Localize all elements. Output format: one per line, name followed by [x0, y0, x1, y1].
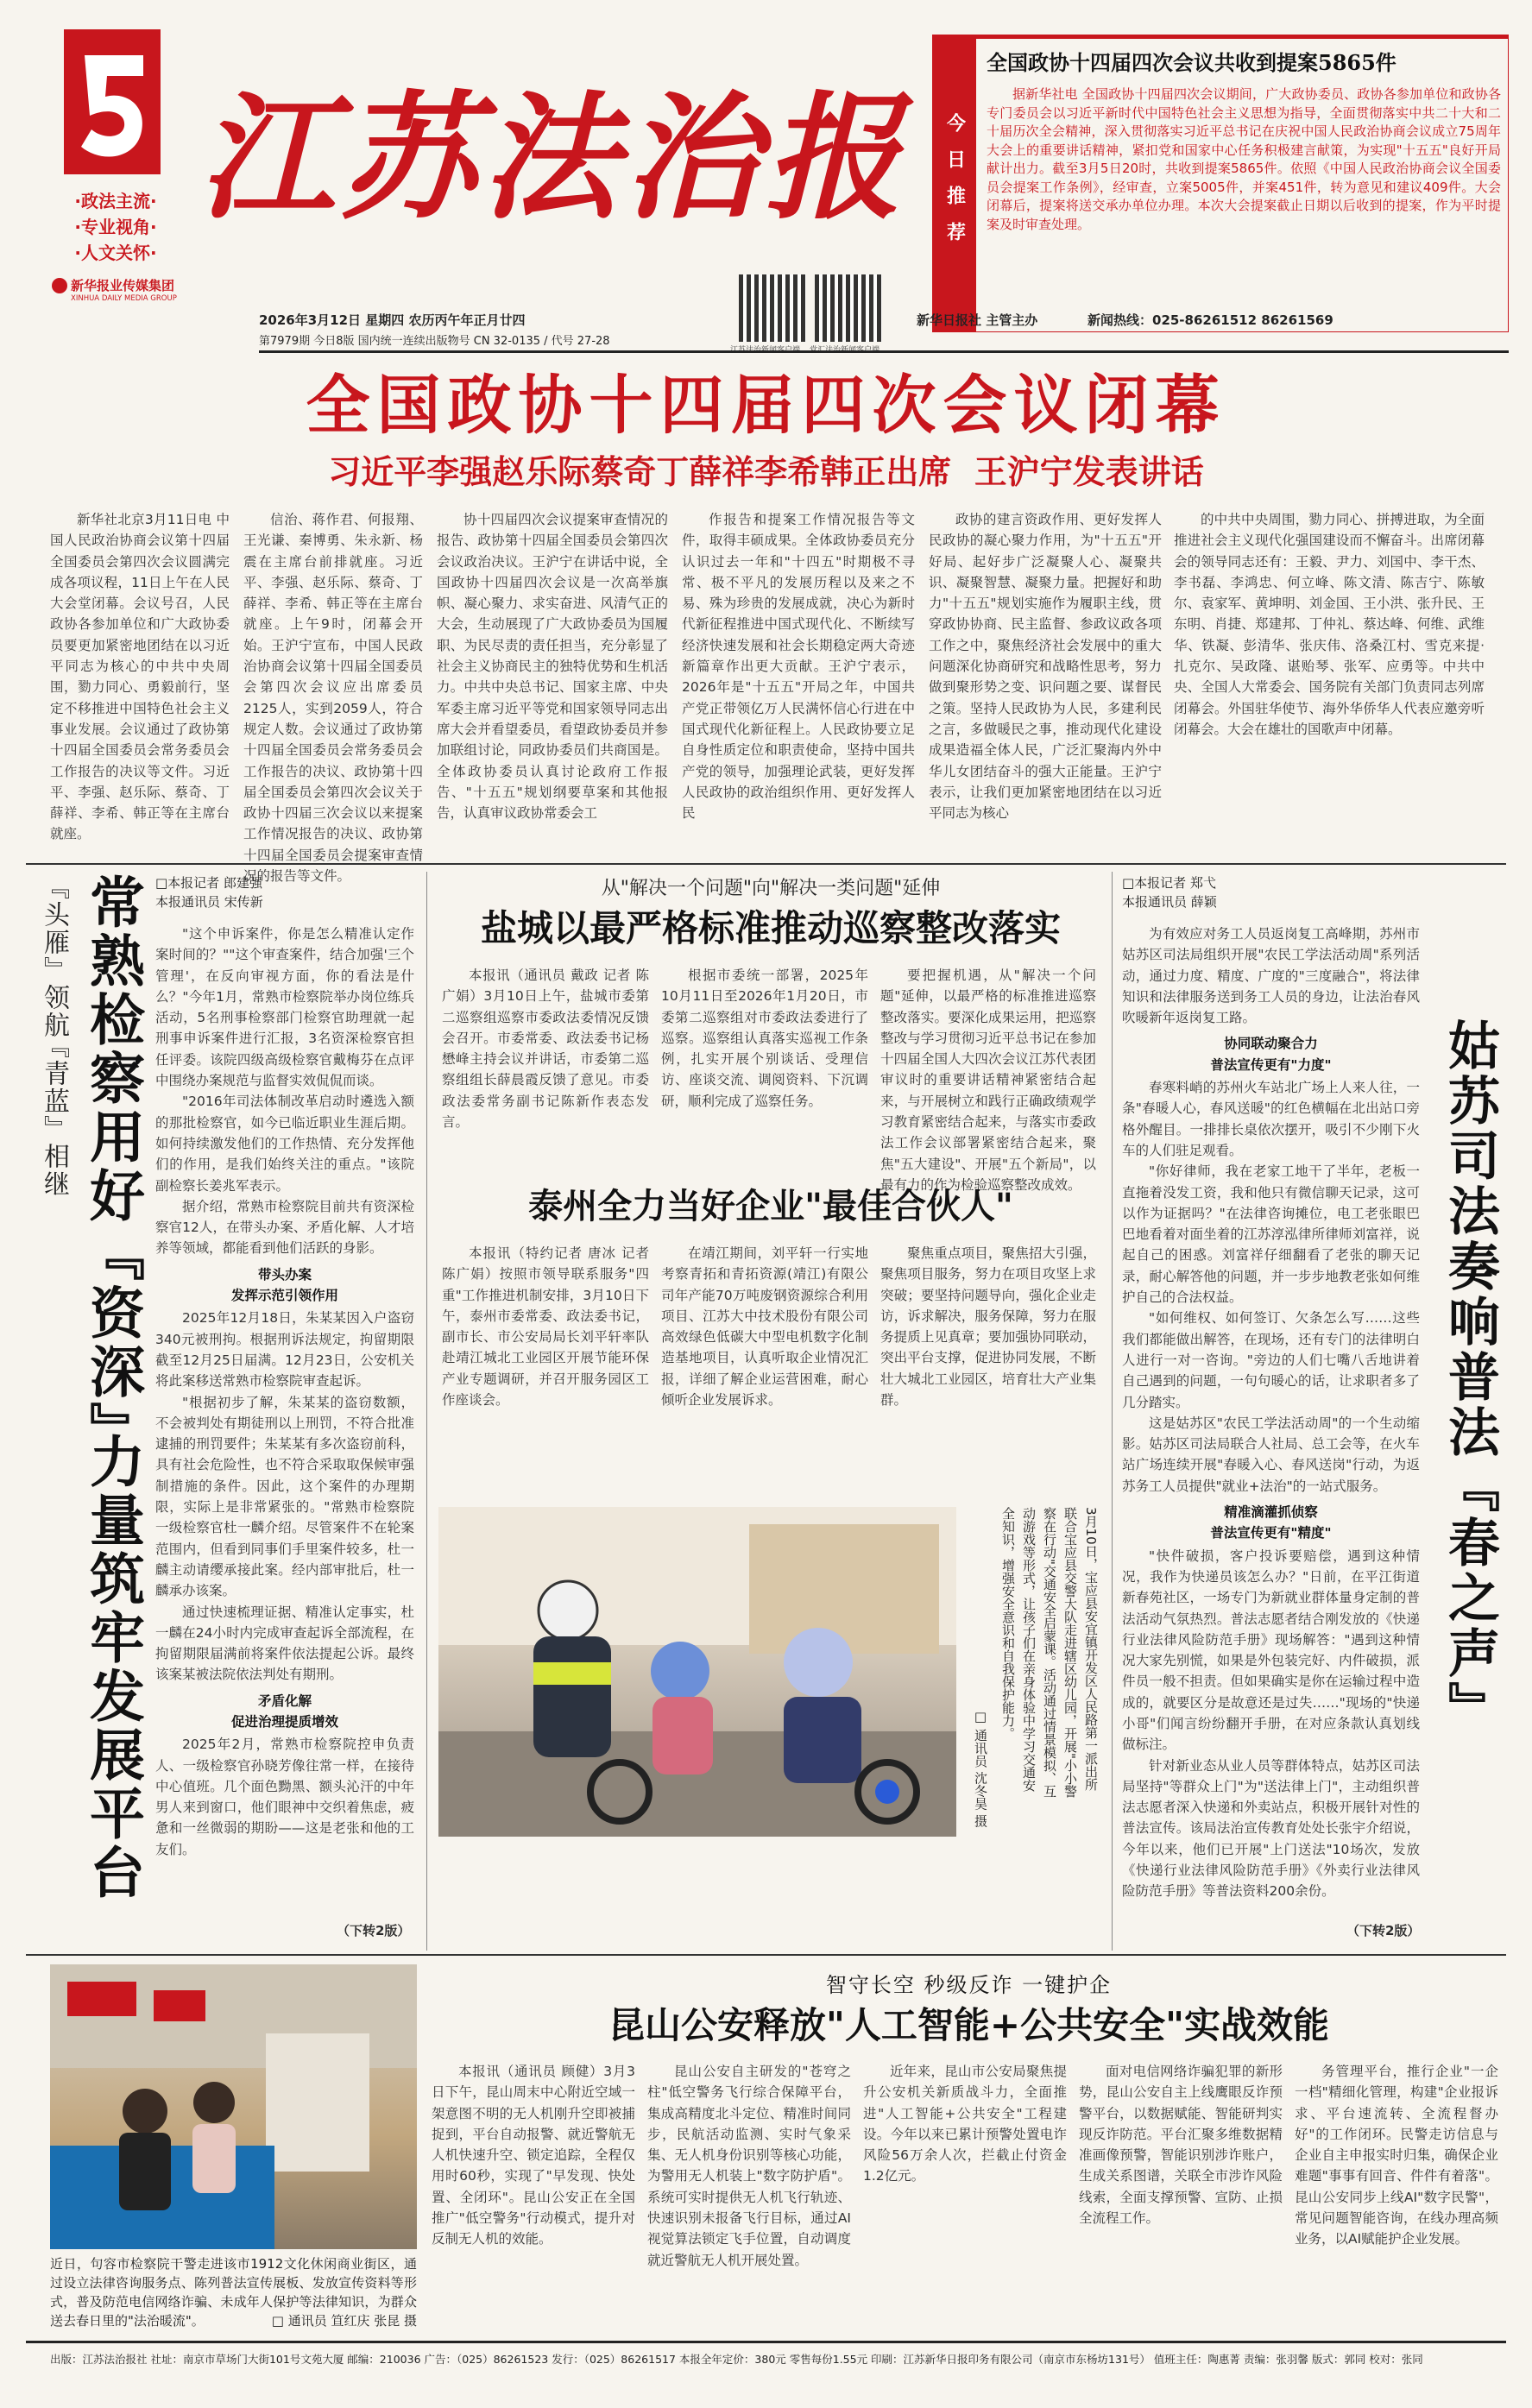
center1-col-1: 本报讯（通讯员 戴政 记者 陈广娟）3月10日上午，盐城市委第二巡察组巡察市委政法委情况反馈会召开。市委常委、政法委书记杨懋峰主持会议并讲话，市委第二巡察组组长薛晨霞反馈了意见。市委政法委常务副书记陈新作表态发言。 [442, 968, 649, 1131]
bottom-col-1: 本报讯（通讯员 顾健）3月3日下午，昆山周末中心附近空域一架意图不明的无人机刚升空即被捕捉到，平台自动报警、就近警航无人机快速升空、锁定追踪，全程仅用时60秒，实现了"早发现、快处置、全闭环"。昆山公安正在全国推广"低空警务"行动模式，提升对反制无人机的效能。 [432, 2064, 635, 2247]
masthead-divider [259, 350, 1509, 353]
bottom-photo-credit: □ 通讯员 笪红庆 张昆 摄 [271, 2313, 417, 2329]
photo-credit: □ 通讯员 沈冬昊 摄 [973, 1709, 988, 1828]
center2-col-2: 在靖江期间，刘平轩一行实地考察青拓和青拓资源(靖江)有限公司年产能70万吨废钢资源综合利用项目、江苏大中技术股份有限公司高效绿色低碳大中型电机数字化制造基地项目，认真听取企业情况汇报，详细了解企业运营困难，耐心倾听企业发展诉求。 [661, 1245, 868, 1409]
photo-caption: 3月10日，宝应县安宜镇开发区人民路第一派出所联合宝应县交警大队走进辖区幼儿园，开展"小小警察在行动"交通安全启蒙课。活动通过情景模拟、互动游戏等形式，让孩子们在亲身体验中学习交通安全知识，增强安全意识和自我保护能力。 [1000, 1507, 1099, 1798]
center1-headline: 盐城以最严格标准推动巡察整改落实 [480, 907, 1061, 949]
group-name: 新华报业传媒集团 [71, 278, 175, 293]
kids-photo-illustration [438, 1507, 956, 1837]
main-col-3: 协十四届四次会议提案审查情况的报告、政协第十四届全国委员会第四次会议政治决议。王沪宁在讲话中说，全国政协十四届四次会议是一次高举旗帜、凝心聚力、求实奋进、风清气正的大会，生动展现了广大政协委员为国履职、为民尽责的责任担当，充分彰显了社会主义协商民主的独特优势和生机活力。中共中央总书记、国家主席、中央军委主席习近平等党和国家领导同志出席大会并看望委员，看望政协委员并参加联组讨论，同政协委员们共商国是。全体政协委员认真讨论政府工作报告、"十五五"规划纲要草案和其他报告，认真审议政协常委会工 [437, 512, 668, 822]
slogan-2: ·专业视角· [74, 217, 157, 237]
date-line: 2026年3月12日 星期四 农历丙午年正月廿四 [259, 312, 526, 328]
left-sub-1: 带头办案 发挥示范引领作用 [230, 1266, 338, 1304]
qr-caption-2 [810, 344, 879, 355]
group-emblem-icon [52, 278, 67, 293]
bottom-col-5: 务管理平台，推行企业"一企一档"精细化管理，构建"企业报诉求、平台速流转、全流程督办好"的工作闭环。民警走访信息与企业自主申报实时归集，确保企业难题"事事有回音、件件有着落"。昆山公安同步上线AI"数字民警"，常见问题智能咨询，在线办理高频业务，以AI赋能护企业发展。 [1295, 2064, 1498, 2247]
masthead [52, 29, 949, 314]
group-logo [52, 276, 190, 303]
main-col-6: 的中共中央周围，勠力同心、拼搏进取，为全面推进社会主义现代化强国建设而不懈奋斗。出席闭幕会的领导同志还有：王毅、尹力、刘国中、李干杰、李书磊、李鸿忠、何立峰、陈文清、陈吉宁、陈敏尔、袁家军、黄坤明、刘金国、王小洪、张升民、王东明、肖捷、郑建邦、丁仲礼、蔡达峰、何维、武维华、铁凝、彭清华、张庆伟、洛桑江村、雪克来提·扎克尔、吴政隆、谌贻琴、张军、应勇等。中共中央、全国人大常委会、国务院有关部门负责同志列席闭幕会。外国驻华使节、海外华侨华人代表应邀旁听闭幕会。大会在雄壮的国歌声中闭幕。 [1174, 512, 1485, 737]
right-continued: （下转2版） [1346, 1923, 1421, 1938]
left-headline-a: 常熟检察用好『资深』 [80, 873, 145, 1460]
left-body: "这个申诉案件，你是怎么精准认定作案时间的？""这个审查案件，结合加强'三个管理'，在反向审视方面，你的看法是什么？"今年1月，常熟市检察院举办岗位练兵活动，5名刑事检察部门检察官助理就一起刑事申诉案件进行汇报，3名资深检察官担任评委。该院四级高级检察官戴梅芬在点评中围绕办案规范与监督实效侃侃而谈。 "2016年司法体制改革启动时遴选入额的那批检察官，如今已临近职业生涯后期。如何持续激发他们的工作热情、充分发挥他们的作用，是我们始终关注的重点。"该院副检察长姜兆军表示。 据介绍，常熟市检察院目前共有资深检察官12人，在带头办案、矛盾化解、人才培养等领域，都能看到他们活跃的身影。 带头办案 发挥示范引领作用 2025年12月18日，朱某某因入户盗窃340元被刑拘。根据刑诉法规定，拘留期限截至12月25日届满。12月23日，公安机关将此案移送常熟市检察院审查起诉。 "根据初步了解，朱某某的盗窃数额，不会被判处有期徒刑以上刑罚，不符合批准逮捕的刑罚要件；朱某某有多次盗窃前科，具有社会危险性，也不符合采取取保候审强制措施的条件。因此，这个案件的办理期限，实际上是非常紧张的。"常熟市检察院一级检察官杜一麟介绍。尽管案件不在轮案范围内，但看到同事们手里案件较多，杜一麟主动请缨承接此案。经内部审批后，杜一麟承办该案。 通过快速梳理证据、精准认定事实，杜一麟在24小时内完成审查起诉全部流程，在拘留期限届满前将案件依法提起公诉。最终该案某被法院依法判处有期刑。 矛盾化解 促进治理提质增效 2025年2月，常熟市检察院控申负责人、一级检察官孙晓芳像往常一样，在接待中心值班。几个面色黝黑、额头沁汗的中年男人来到窗口，他们眼神中交织着焦虑，疲惫和一丝微弱的期盼——这是老张和他的工友们。 [155, 926, 414, 1857]
issue-line: 第7979期 今日8版 国内统一连续出版物号 CN 32-0135 / 代号 27-28 [259, 335, 610, 348]
main-col-1: 新华社北京3月11日电 中国人民政治协商会议第十四届全国委员会第四次会议圆满完成各项议程，11日上午在人民大会堂闭幕。会议号召，人民政协各参加单位和广大政协委员要更加紧密地团结在以习近平同志为核心的中共中央周围，勠力同心、勇毅前行，坚定不移推进中国特色社会主义事业发展。会议通过了政协第十四届全国委员会常务委员会工作报告的决议等文件。习近平、李强、赵乐际、蔡奇、丁薛祥、李希、韩正等在主席台就座。 [50, 512, 230, 842]
right-sub-1: 协同联动聚合力 普法宣传更有"力度" [1210, 1036, 1332, 1073]
center2-col-3: 聚焦重点项目，聚焦招大引强，聚焦项目服务，努力在项目攻坚上求突破；要坚持问题导向，强化企业走访，诉求解决，服务保障，努力在服务提质上见真章；要加强协同联动，突出平台支撑，促进协同发展，不断壮大城北工业园区，培育壮大产业集群。 [880, 1245, 1096, 1409]
masthead-slogans [55, 188, 176, 266]
bottom-photo-illustration [50, 1964, 417, 2249]
group-name-en: XINHUA DAILY MEDIA GROUP [71, 294, 177, 303]
right-vertical-rule [1112, 872, 1113, 1951]
bottom-col-3: 近年来，昆山市公安局聚焦提升公安机关新质战斗力，全面推进"人工智能+公共安全"工程建设。今年以来已累计预警处置电诈风险56万余人次，拦截止付资金1.2亿元。 [863, 2064, 1067, 2184]
masthead-title: 江苏法治报 [199, 79, 906, 238]
bottom-headline: 昆山公安释放"人工智能+公共安全"实战效能 [608, 2004, 1329, 2046]
right-body: 为有效应对务工人员返岗复工高峰期，苏州市姑苏区司法局组织开展"农民工学法活动周"系列活动，通过力度、精度、广度的"三度融合"，将法律知识和法律服务送到务工人员的身边，让法治春风吹暖新年返岗复工路。 协同联动聚合力 普法宣传更有"力度" 春寒料峭的苏州火车站北广场上人来人往，一条"春暖人心，春风送暖"的红色横幅在北出站口旁格外醒目。一排排长桌依次摆开，吸引不少刚下火车的人们驻足观看。 "你好律师，我在老家工地干了半年，老板一直拖着没发工资，我和他只有微信聊天记录，这可以作为证据吗？"在法律咨询摊位，电工老张眼巴巴地看着对面坐着的江苏淳泓律所律师刘富祥，说起自己的困惑。刘富祥仔细翻看了老张的聊天记录，耐心解答他的问题，并一步步地教老张如何维护自己的合法权益。 "如何维权、如何签订、欠条怎么写……这些我们都能做出解答，在现场，还有专门的法律明白人进行一对一咨询。"旁边的人们七嘴八舌地讲着自己遇到的问题，一句句暖心的话，让求职者多了几分踏实。 这是姑苏区"农民工学法活动周"的一个生动缩影。姑苏区司法局联合人社局、总工会等，在火车站广场连续开展"春暖入心、春风送岗"行动，为返苏务工人员提供"就业+法治"的一站式服务。 精准滴灌抓侦察 普法宣传更有"精度" "快件破损，客户投诉要赔偿，遇到这种情况，我作为快递员该怎么办？"日前，在平江街道新春苑社区，一场专门为新就业群体量身定制的普法活动气氛热烈。普法志愿者结合刚发放的《快递行业法律风险防范手册》现场解答："遇到这种情况大家先别慌，如果是外包装完好、内件破损，派件员一般不担责。但如果确实是你在运输过程中造成的，就要区分是故意还是过失……"现场的"快递小哥"们闻言纷纷翻开手册，在对应条款认真划线做标注。 针对新业态从业人员等群体特点，姑苏区司法局坚持"等群众上门"为"送法律上门"，主动组织普法志愿者深入快递和外卖站点，积极开展针对性的普法宣传。该局法治宣传教育处处长张宇介绍说，今年以来，他们已开展"上门送法"10场次，发放《快递行业法律风险防范手册》《外卖行业法律风险防范手册》等普法资料200余份。 [1122, 926, 1420, 1900]
main-headline: 全国政协十四届四次会议闭幕 [306, 369, 1226, 443]
main-subheadline: 习近平李强赵乐际蔡奇丁薛祥李希韩正出席 王沪宁发表讲话 [328, 453, 1204, 491]
today-recommend-label: 今日推荐 [933, 39, 976, 331]
right-sub-2: 精准滴灌抓侦察 普法宣传更有"精度" [1210, 1504, 1332, 1541]
section-divider-1 [26, 863, 1506, 865]
masthead-logo-icon [64, 29, 161, 174]
bottom-photo [50, 1964, 417, 2249]
main-col-4: 作报告和提案工作情况报告等文件，取得丰硕成果。全体政协委员充分认识过去一年和"十四五"时期极不寻常、极不平凡的发展历程以及来之不易、殊为珍贵的发展成就，决心为新时代新征程推进中国式现代化、不断续写经济快速发展和社会长期稳定两大奇迹新篇章作出更大贡献。王沪宁表示，2026年是"十五五"开局之年，中国共产党正带领亿万人民满怀信心行进在中国式现代化新征程上。人民政协要立足自身性质定位和职责使命，坚持中国共产党的领导，加强理论武装，更好发挥人民政协的政治组织作用、更好发挥人民 [682, 512, 915, 822]
main-col-5: 政协的建言资政作用、更好发挥人民政协的凝心聚力作用，为"十五五"开好局、起好步广泛凝聚人心、凝聚共识、凝聚智慧、凝聚力量。把握好和助力"十五五"规划实施作为履职主线，贯穿政协协商、民主监督、参政议政各项工作之中，聚焦经济社会发展中的重大问题深化协商研究和战略性思考，努力做到聚形势之变、识问题之要、谋督民之策。坚持人民政协为人民，多建利民之言，多做暖民之事，推动现代化建设成果造福全体人民，广泛汇聚海内外中华儿女团结奋斗的强大正能量。王沪宁表示，让我们更加紧密地团结在以习近平同志为核心 [929, 512, 1162, 822]
today-recommend-box [932, 35, 1509, 332]
hotline: 新闻热线：025-86261512 86261569 [1088, 312, 1333, 328]
bottom-photo-caption: 近日，句容市检察院干警走进该市1912文化休闲商业街区，通过设立法律咨询服务点、陈列普法宣传展板、发放宣传资料等形式，普及防范电信网络诈骗、未成年人保护等法律知识，为群众送去春日里的"法治暖流"。 □ 通讯员 笪红庆 张昆 摄 [50, 2256, 417, 2329]
center1-col-3: 要把握机遇，从"解决一个问题"延伸，以最严格的标准推进巡察整改落实。要深化成果运用，把巡察整改与学习贯彻习近平总书记在参加十四届全国人大四次会议江苏代表团审议时的重要讲话精神紧密结合起来，与开展树立和践行正确政绩观学习教育紧密结合起来，与落实市委政法工作会议部署紧密结合起来，聚焦"五大建设"、开展"五个新局"，以最有力的作为检验巡察整改成效。 [880, 968, 1096, 1193]
left-headline-b: 力量筑牢发展平台 [80, 1433, 145, 1902]
section-divider-2 [26, 1954, 1506, 1956]
center1-kicker: 从"解决一个问题"向"解决一类问题"延伸 [601, 878, 941, 899]
bottom-kicker: 智守长空 秒级反诈 一键护企 [825, 1973, 1113, 1997]
left-byline: □本报记者 郎建强 本报通讯员 宋传新 [155, 875, 263, 910]
qr-caption-1 [730, 344, 800, 355]
footer-divider [26, 2341, 1506, 2343]
right-byline: □本报记者 郑弋 本报通讯员 薛颖 [1122, 875, 1217, 910]
center1-col-2: 根据市委统一部署，2025年10月11日至2026年1月20日，市委第二巡察组对市委政法委进行了巡察。巡察组认真落实巡视工作条例，扎实开展个别谈话、受理信访、座谈交流、调阅资料、下沉调研，顺利完成了巡察任务。 [661, 968, 868, 1109]
publisher: 新华日报社 主管主办 [917, 312, 1038, 328]
today-recommend-body: 据新华社电 全国政协十四届四次会议期间，广大政协委员、政协各参加单位和政协各专门委员会以习近平新时代中国特色社会主义思想为指导，全面贯彻落实中共二十大和二十届历次全会精神，深入贯彻落实习近平总书记在庆祝中国人民政治协商会议成立75周年大会上的重要讲话精神，紧扣党和国家中心任务积极建言献策，为实现"十五五"良好开局献计出力。截至3月5日20时，共收到提案5865件。依照《中国人民政治协商会议全国委员会提案工作条例》，经审查，立案5005件，并案451件，转为意见和建议409件。大会闭幕后，提案将送交承办单位办理。本次大会提案截止日期以后收到的提案，作为平时提案及时审查处理。 [987, 86, 1501, 232]
left-sub-2: 矛盾化解 促进治理提质增效 [230, 1693, 338, 1730]
footer-text: 出版：江苏法治报社 社址：南京市草场门大街101号文苑大厦 邮编：210036 广告：（025）86261523 发行：（025）86261517 本报全年定价：380元 零售每份1.55元 印刷：江苏新华日报印务有限公司（南京市东杨坊131号） 值班主任：陶惠菁 责编：张羽馨 版式：郭同 校对：张同 [50, 2353, 1423, 2366]
left-tag-2: 『青蓝』相继 [39, 1032, 69, 1198]
center2-col-1: 本报讯（特约记者 唐冰 记者 陈广娟）按照市领导联系服务"四重"工作推进机制安排，3月10日下午，泰州市委常委、政法委书记，副市长、市公安局局长刘平轩率队赴靖江城北工业园区开展节能环保产业专题调研，并召开服务园区工作座谈会。 [442, 1245, 649, 1409]
slogan-1: ·政法主流· [74, 191, 157, 211]
bottom-col-2: 昆山公安自主研发的"苍穹之柱"低空警务飞行综合保障平台，集成高精度北斗定位、精准时间同步，民航活动监测、实时气象采集、无人机身份识别等核心功能，为警用无人机装上"数字防护盾"。系统可实时提供无人机飞行轨迹、快速识别未报备飞行目标，通过AI视觉算法锁定飞手位置，自动调度就近警航无人机开展处置。 [647, 2064, 851, 2268]
main-col-2: 信治、蒋作君、何报翔、王光谦、秦博勇、朱永新、杨震在主席台前排就座。习近平、李强、赵乐际、蔡奇、丁薛祥、李希、韩正等在主席台就座。上午9时，闭幕会开始。王沪宁宣布，中国人民政治协商会议第十四届全国委员会第四次会议应出席委员2125人，实到2059人，符合规定人数。会议通过了政协第十四届全国委员会常务委员会工作报告的决议、政协第十四届全国委员会第四次会议关于政协十四届三次会议以来提案工作情况报告的决议、政协第十四届全国委员会提案审查情况的报告等文件。 [243, 512, 423, 885]
center2-headline: 泰州全力当好企业"最佳合伙人" [528, 1186, 1013, 1226]
today-recommend-headline: 全国政协十四届四次会议共收到提案5865件 [987, 50, 1396, 75]
left-tag-1: 『头雁』领航 [39, 873, 69, 1039]
left-continued: （下转2版） [337, 1923, 411, 1938]
left-vertical-rule [426, 872, 427, 1951]
bottom-col-4: 面对电信网络诈骗犯罪的新形势，昆山公安自主上线鹰眼反诈预警平台，以数据赋能、智能研判实现反诈防范。平台汇聚多维数据精准画像预警，智能识别涉诈账户，生成关系图谱，关联全市涉诈风险线索，全面支撑预警、宣防、止损全流程工作。 [1079, 2064, 1283, 2227]
right-headline: 姑苏司法奏响普法『春之声』 [1440, 1018, 1500, 1737]
kids-safety-photo [438, 1507, 956, 1837]
slogan-3: ·人文关怀· [74, 243, 157, 263]
